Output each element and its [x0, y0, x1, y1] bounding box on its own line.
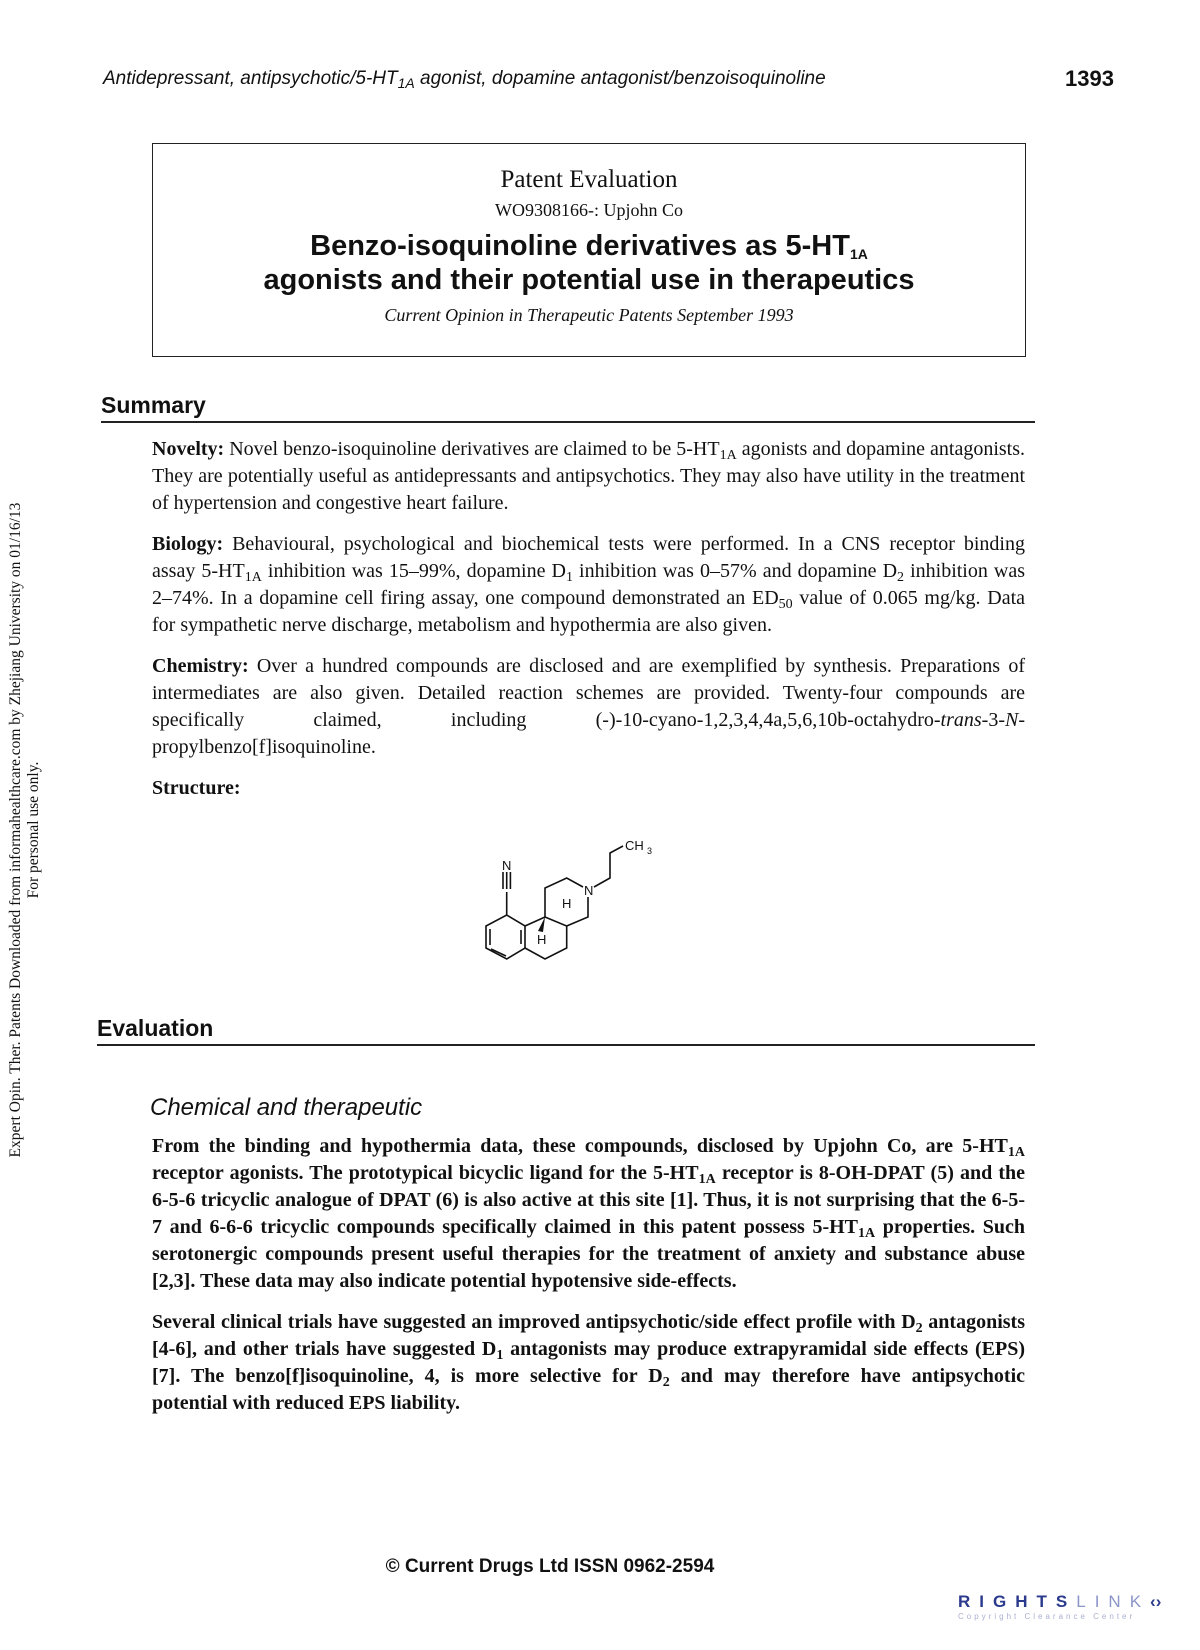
patent-number: WO9308166-: Upjohn Co — [495, 200, 683, 220]
evaluation-body — [152, 1133, 1025, 1431]
title-line-2: agonists and their potential use in therapeutics — [263, 264, 915, 296]
text-run: Novel benzo-isoquinoline derivatives are claimed to be 5-HT — [224, 438, 720, 460]
text-run: agonists and dopamine antagonists. They are potentially useful as antidepressants and antipsychotics. They may also have utility in the treatment of hypertension and congestive heart failure. — [152, 438, 1026, 514]
text-run: properties. Such serotonergic compounds present useful therapies for the treatment of anxiety and substance abuse [2,3]. These data may also indicate potential hypotensive side-effects. — [152, 1216, 1025, 1292]
text-run: Several clinical trials have suggested an improved antipsychotic/side effect profile with D — [152, 1311, 916, 1333]
journal-source: Current Opinion in Therapeutic Patents September 1993 — [384, 305, 794, 325]
evaluation-rule — [97, 1044, 1035, 1046]
bold-label: Structure: — [152, 777, 241, 799]
bold-label: Chemistry: — [152, 655, 249, 677]
text-run: inhibition was 2–74%. In a dopamine cell firing assay, one compound demonstrated an ED — [152, 560, 1026, 609]
subscript: 2 — [915, 1321, 923, 1336]
text-run: agonist, dopamine antagonist/benzoisoquinoline — [414, 68, 826, 89]
text-run: -3- — [981, 709, 1005, 731]
download-watermark — [7, 475, 43, 1185]
subscript: 1 — [496, 1348, 504, 1363]
subscript: 2 — [662, 1375, 670, 1390]
text-run: Antidepressant, antipsychotic/5-HT — [103, 68, 398, 89]
italic-text: N — [1004, 709, 1019, 731]
logo-tagline: Copyright Clearance Center — [958, 1612, 1136, 1621]
text-run: receptor is 8-OH-DPAT (5) and the 6-5-6 tricyclic analogue of DPAT (6) is also active at this site [1]. Thus, it is not surprising that the 6-5-7 and 6-6-6 tricyclic compounds specifically claimed in this patent possess 5-HT — [152, 1162, 1026, 1238]
text-run: -propylbenzo[f]isoquinoline. — [152, 709, 1025, 758]
rightslink-logo[interactable] — [958, 1592, 1161, 1621]
evaluation-paragraph-1 — [152, 1133, 1025, 1295]
subscript: 2 — [897, 570, 905, 585]
logo-word-dark: RIGHTS — [958, 1592, 1077, 1611]
text-run: inhibition was 0–57% and dopamine D — [572, 560, 898, 582]
text-run: receptor agonists. The prototypical bicyclic ligand for the 5-HT — [152, 1162, 699, 1184]
logo-word-light: LINK — [1076, 1592, 1151, 1611]
text-run: Benzo-isoquinoline derivatives as 5-HT — [310, 230, 850, 262]
subscript: 1A — [698, 1172, 716, 1187]
bold-label: Biology: — [152, 533, 224, 555]
text-run: inhibition was 15–99%, dopamine D — [261, 560, 566, 582]
subscript: 1A — [397, 75, 415, 91]
subscript: 1A — [1007, 1145, 1025, 1160]
methyl-subscript: 3 — [647, 846, 653, 856]
text-run: value of 0.065 mg/kg. Data for sympathetic nerve discharge, metabolism and hypothermia are also given. — [152, 587, 1026, 636]
text-run: and may therefore have antipsychotic potential with reduced EPS liability. — [152, 1365, 1026, 1414]
hydrogen-label-2: H — [537, 932, 547, 947]
benzene-ring — [486, 915, 525, 959]
text-run: Over a hundred compounds are disclosed and are exemplified by synthesis. Preparations of intermediates are also given. Detailed reaction schemes are provided. Twenty-four compounds are specifically claimed, including (-)-10-cyano-1,2,3,4,4a,5,6,10b-octahydro- — [152, 655, 1025, 731]
ring-n-label: N — [584, 883, 594, 898]
logo-arrow-icon: ‹› — [1150, 1592, 1162, 1611]
copyright-footer: © Current Drugs Ltd ISSN 0962-2594 — [385, 1556, 715, 1577]
subscript: 1 — [565, 570, 573, 585]
subscript: 1A — [244, 570, 262, 585]
text-run: antagonists may produce extrapyramidal side effects (EPS) [7]. The benzo[f]isoquinoline, 4, is more selective for D — [152, 1338, 1025, 1387]
watermark-line-2: For personal use only. — [25, 761, 42, 899]
hydrogen-label-1: H — [562, 896, 572, 911]
watermark-line-1: Expert Opin. Ther. Patents Downloaded from informahealthcare.com by Zhejiang University on 01/16/13 — [7, 502, 24, 1158]
bold-label: Novelty: — [152, 438, 225, 460]
subscript: 1A — [719, 448, 737, 463]
evaluation-type: Patent Evaluation — [500, 166, 678, 193]
subscript: 1A — [849, 246, 868, 262]
text-run: Behavioural, psychological and biochemical tests were performed. In a CNS receptor binding assay 5-HT — [152, 533, 1025, 582]
italic-text: trans — [940, 709, 982, 731]
evaluation-heading: Evaluation — [97, 1015, 214, 1041]
nitrile-n-label: N — [502, 858, 512, 873]
subscript: 1A — [858, 1226, 876, 1241]
text-run: antagonists [4-6], and other trials have suggested D — [152, 1311, 1025, 1360]
evaluation-paragraph-2 — [152, 1309, 1025, 1417]
methyl-label: CH — [625, 838, 644, 853]
summary-heading: Summary — [101, 392, 206, 418]
evaluation-subheading: Chemical and therapeutic — [150, 1094, 423, 1121]
text-run: From the binding and hypothermia data, these compounds, disclosed by Upjohn Co, are 5-HT — [152, 1135, 1008, 1157]
page-number: 1393 — [1065, 66, 1114, 91]
subscript: 50 — [778, 597, 793, 612]
